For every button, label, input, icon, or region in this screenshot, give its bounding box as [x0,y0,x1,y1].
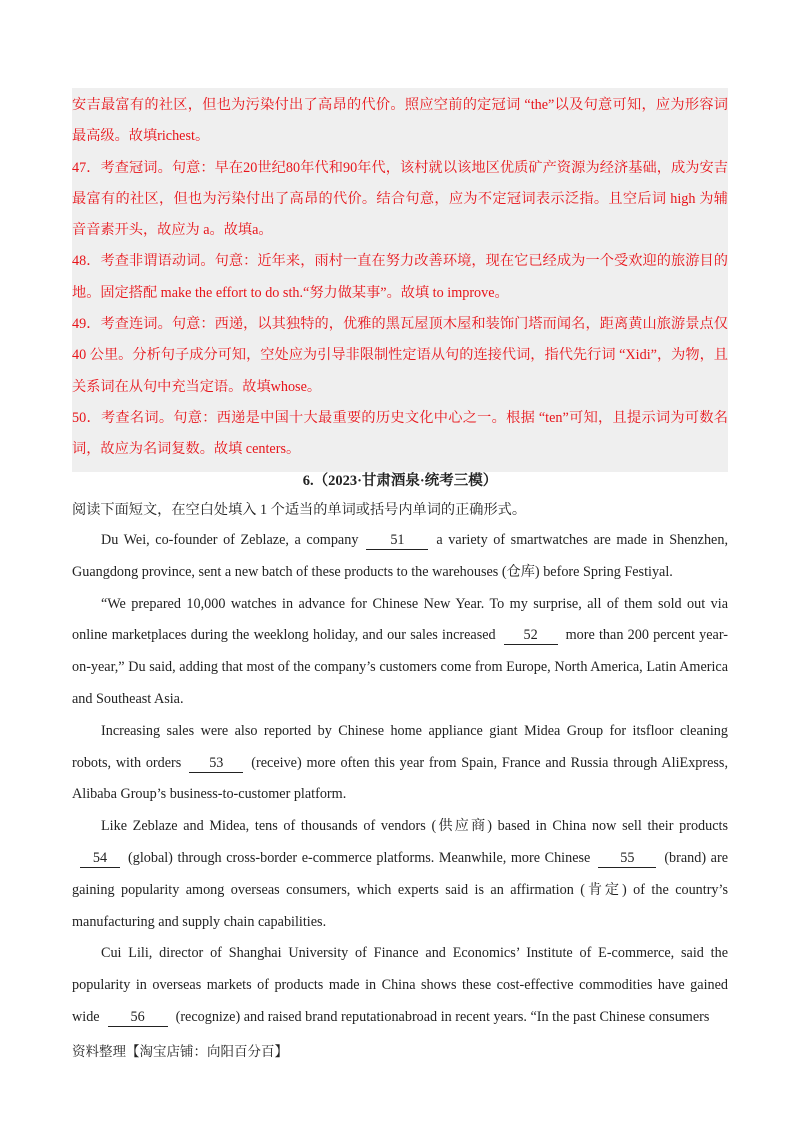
text: Cui Lili, director of Shanghai University of Finance and Economics’ Institute of E-commerce, said the popularity in overseas markets of products made in China shows these cost-effective commodities have gained wide [72,945,728,1025]
footer-source: 资料整理【淘宝店铺：向阳百分百】 [72,1044,288,1059]
passage [72,525,728,1034]
blank-54: 54 [80,849,120,868]
text: Like Zeblaze and Midea, tens of thousands of vendors (供应商) based in China now sell their products [101,818,728,835]
answer-48: 48．考查非谓语动词。句意：近年来，雨村一直在努力改善环境，现在它已经成为一个受欢迎的旅游目的地。固定搭配 make the effort to do sth.“努力做某事”。故填 to improve。 [72,253,728,301]
blank-55: 55 [598,849,656,868]
paragraph-2 [72,589,728,716]
text: (receive) more often this year from Spain, France and Russia through AliExpress, Alibaba Group’s business-to-customer platform. [72,754,728,803]
text: (brand) are gaining popularity among overseas consumers, which experts said is an affirmation (肯定) of the country’s manufacturing and supply chain capabilities. [72,849,728,930]
blank-52: 52 [504,626,558,645]
answer-49: 49．考查连词。句意：西递，以其独特的，优雅的黑瓦屋顶木屋和装饰门塔而闻名，距离黄山旅游景点仅40 公里。分析句子成分可知，空处应为引导非限制性定语从句的连接代词，指代先行词 “Xidi”，为物，且关系词在从句中充当定语。故填whose。 [72,316,728,395]
text: a variety of smartwatches are made in Shenzhen, Guangdong province, sent a new batch of these products to the warehouses (仓库) before Spring Festiyal. [72,532,728,580]
text: “We prepared 10,000 watches in advance for Chinese New Year. To my surprise, all of them sold out via online marketplaces during the weeklong holiday, and our sales increased [72,595,728,644]
paragraph-3 [72,716,728,811]
answer-explanations [72,88,728,472]
text: more than 200 percent year-on-year,” Du said, adding that most of the company’s customers come from Europe, North America, Latin America and Southeast Asia. [72,627,728,707]
paragraph-4 [72,811,728,938]
answer-50: 50．考查名词。句意：西递是中国十大最重要的历史文化中心之一。根据 “ten”可知，且提示词为可数名词，故应为名词复数。故填 centers。 [72,409,728,458]
text: Du Wei, co-founder of Zeblaze, a company [101,532,359,548]
instruction: 阅读下面短文，在空白处填入 1 个适当的单词或括号内单词的正确形式。 [72,502,527,518]
text: (global) through cross-border e-commerce platforms. Meanwhile, more Chinese [128,849,591,866]
text: (recognize) and raised brand reputationabroad in recent years. “In the past Chinese consumers [175,1008,710,1025]
blank-53: 53 [189,754,243,773]
text: Increasing sales were also reported by Chinese home appliance giant Midea Group for itsfloor cleaning robots, with orders [72,722,728,771]
paragraph-5 [72,938,728,1033]
paragraph-1 [72,525,728,589]
blank-56: 56 [108,1008,168,1027]
answer-47: 47．考查冠词。句意：早在20世纪80年代和90年代，该村就以该地区优质矿产资源为经济基础，成为安吉最富有的社区，但也为污染付出了高昂的代价。结合句意，应为不定冠词表示泛指。且空后词 high 为辅音音素开头，故应为 a。故填a。 [72,159,728,239]
section-heading: 6.（2023·甘肃酒泉·统考三模） [302,473,498,489]
answer-46-tail: 安吉最富有的社区，但也为污染付出了高昂的代价。照应空前的定冠词 “the”以及句意可知，应为形容词最高级。故填richest。 [72,97,728,145]
blank-51: 51 [366,531,428,550]
